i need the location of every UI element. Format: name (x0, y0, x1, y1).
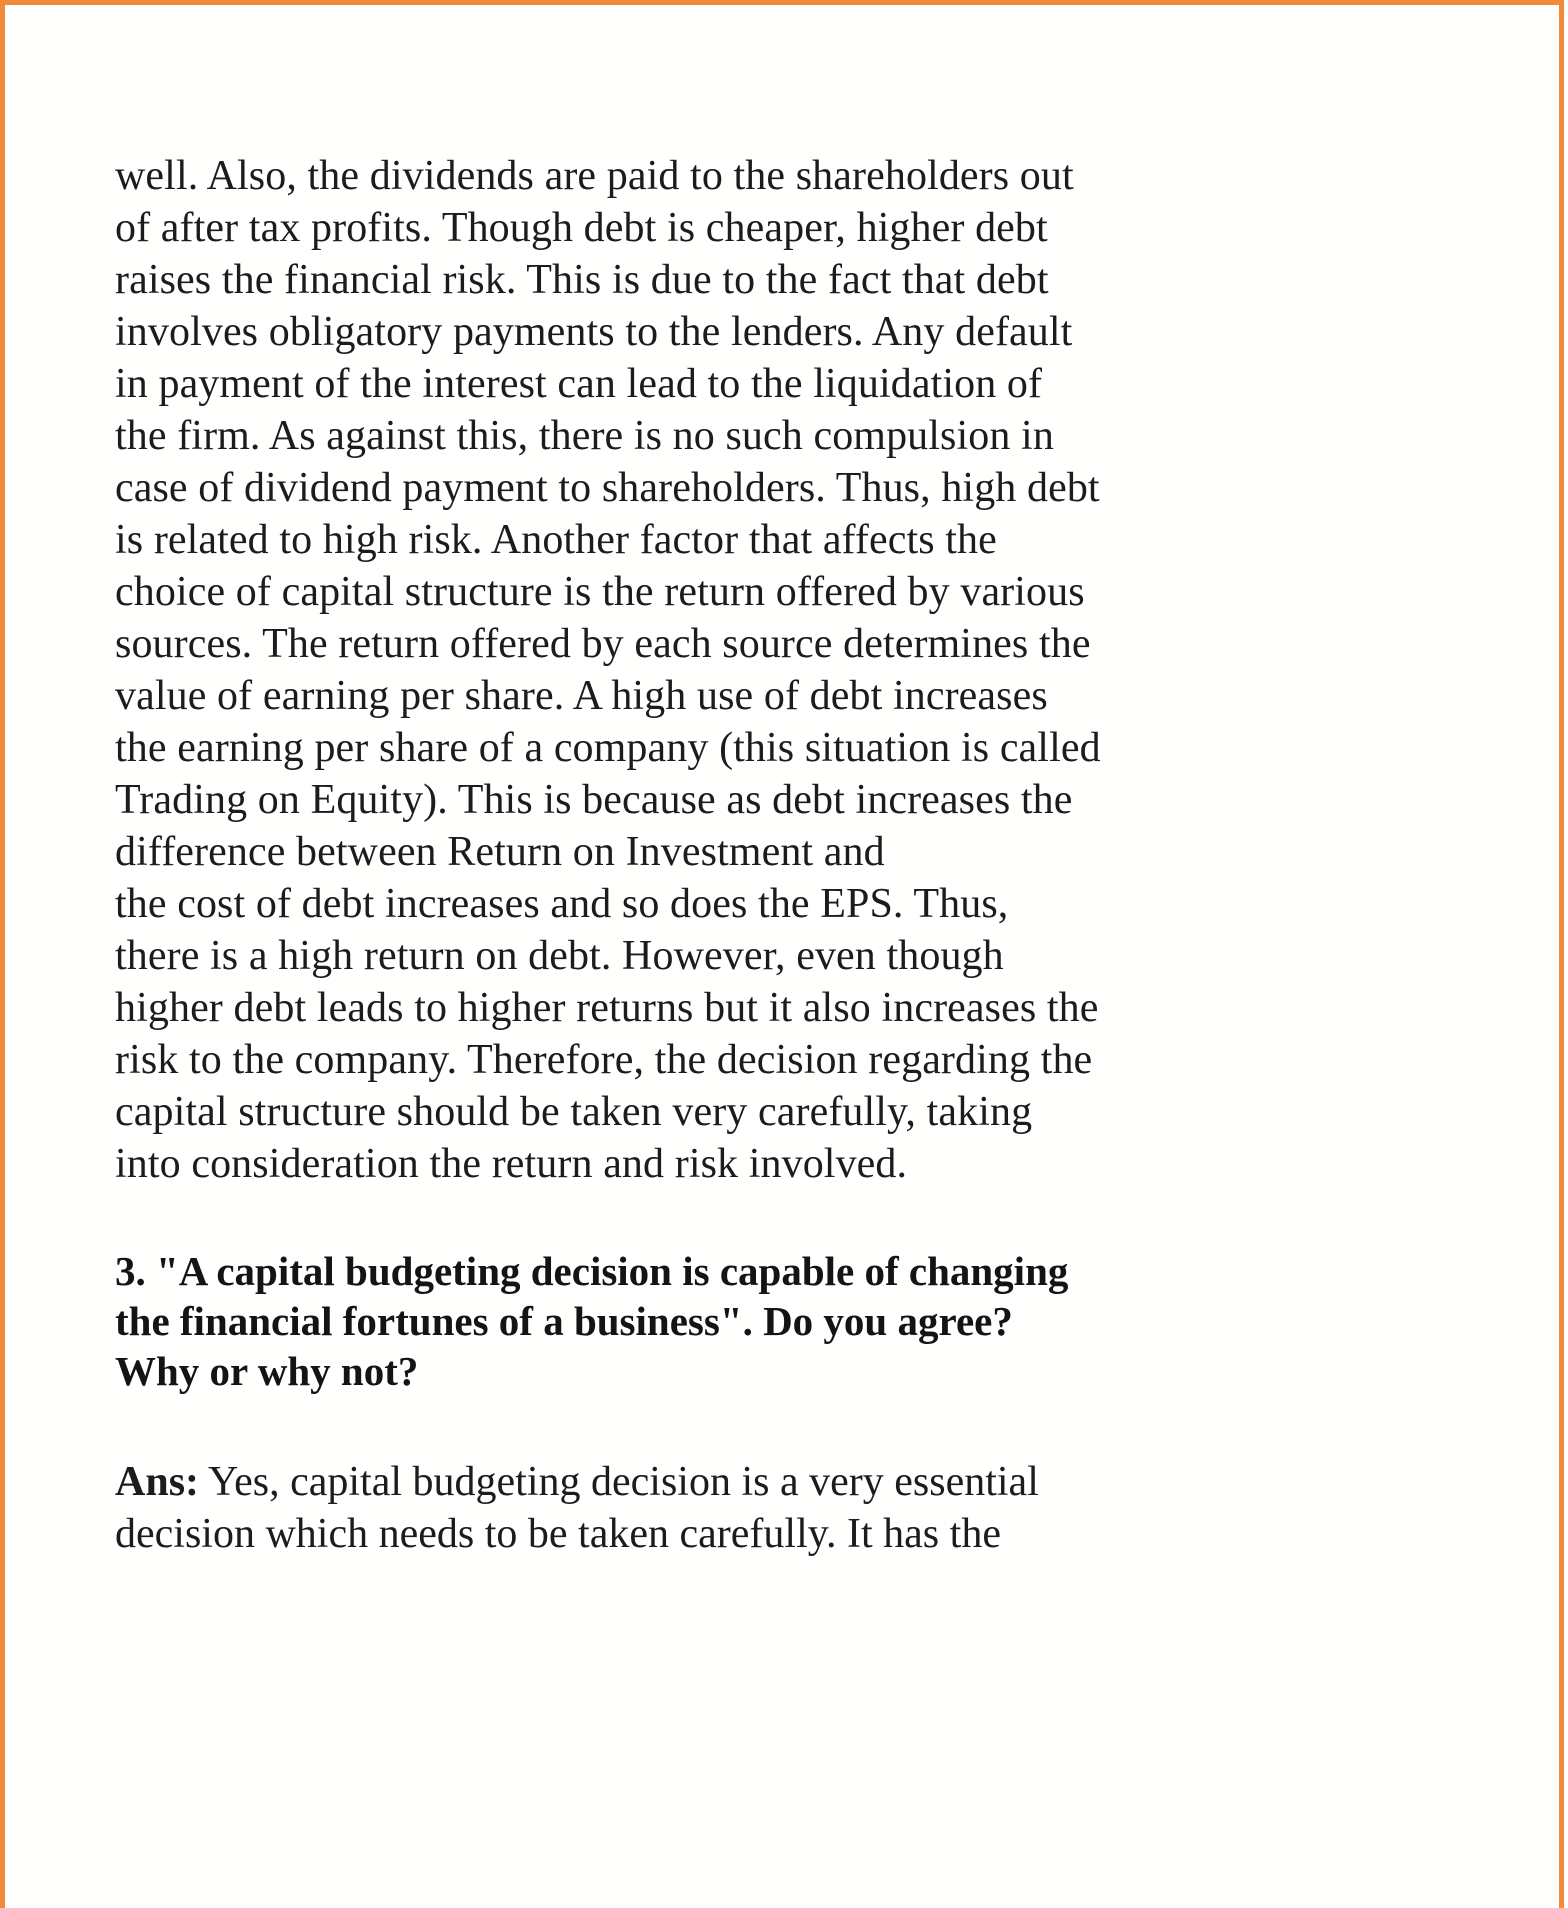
question-heading-line: Why or why not? (115, 1348, 419, 1394)
paragraph-line: raises the financial risk. This is due to the fact that debt (115, 257, 1049, 303)
question-heading (115, 1190, 1195, 1396)
paragraph-line: risk to the company. Therefore, the decision regarding the (115, 1037, 1093, 1083)
paragraph-line: capital structure should be taken very carefully, taking (115, 1089, 1033, 1135)
answer-line (115, 1456, 1195, 1508)
page-canvas (10, 10, 1554, 1908)
paragraph-line: into consideration the return and risk involved. (115, 1141, 908, 1187)
answer-label: Ans: (115, 1459, 200, 1505)
question-heading-line: 3. "A capital budgeting decision is capable of changing (115, 1248, 1069, 1294)
body-paragraph (115, 150, 1195, 1190)
paragraph-line: of after tax profits. Though debt is cheaper, higher debt (115, 205, 1048, 251)
answer-line: decision which needs to be taken carefully. It has the (115, 1511, 1001, 1557)
paragraph-line: choice of capital structure is the return offered by various (115, 569, 1085, 615)
paragraph-line: Trading on Equity). This is because as debt increases the (115, 777, 1073, 823)
paragraph-line: value of earning per share. A high use of debt increases (115, 673, 1048, 719)
paragraph-line: there is a high return on debt. However, even though (115, 933, 1004, 979)
paragraph-line: difference between Return on Investment and (115, 829, 885, 875)
paragraph-line: case of dividend payment to shareholders. Thus, high debt (115, 465, 1100, 511)
paragraph-line: involves obligatory payments to the lenders. Any default (115, 309, 1073, 355)
paragraph-line: higher debt leads to higher returns but it also increases the (115, 985, 1099, 1031)
paragraph-line: in payment of the interest can lead to the liquidation of (115, 361, 1043, 407)
paragraph-line: the cost of debt increases and so does the EPS. Thus, (115, 881, 1009, 927)
paragraph-line: is related to high risk. Another factor that affects the (115, 517, 997, 563)
paragraph-line: well. Also, the dividends are paid to the shareholders out (115, 153, 1074, 199)
paragraph-line: the earning per share of a company (this situation is called (115, 725, 1101, 771)
paragraph-line: the firm. As against this, there is no such compulsion in (115, 413, 1054, 459)
answer-line-text: Yes, capital budgeting decision is a very essential (199, 1459, 1039, 1505)
document-content (115, 150, 1195, 1560)
paragraph-line: sources. The return offered by each source determines the (115, 621, 1091, 667)
question-heading-line: the financial fortunes of a business". Do you agree? (115, 1298, 1013, 1344)
answer-block (115, 1396, 1195, 1560)
